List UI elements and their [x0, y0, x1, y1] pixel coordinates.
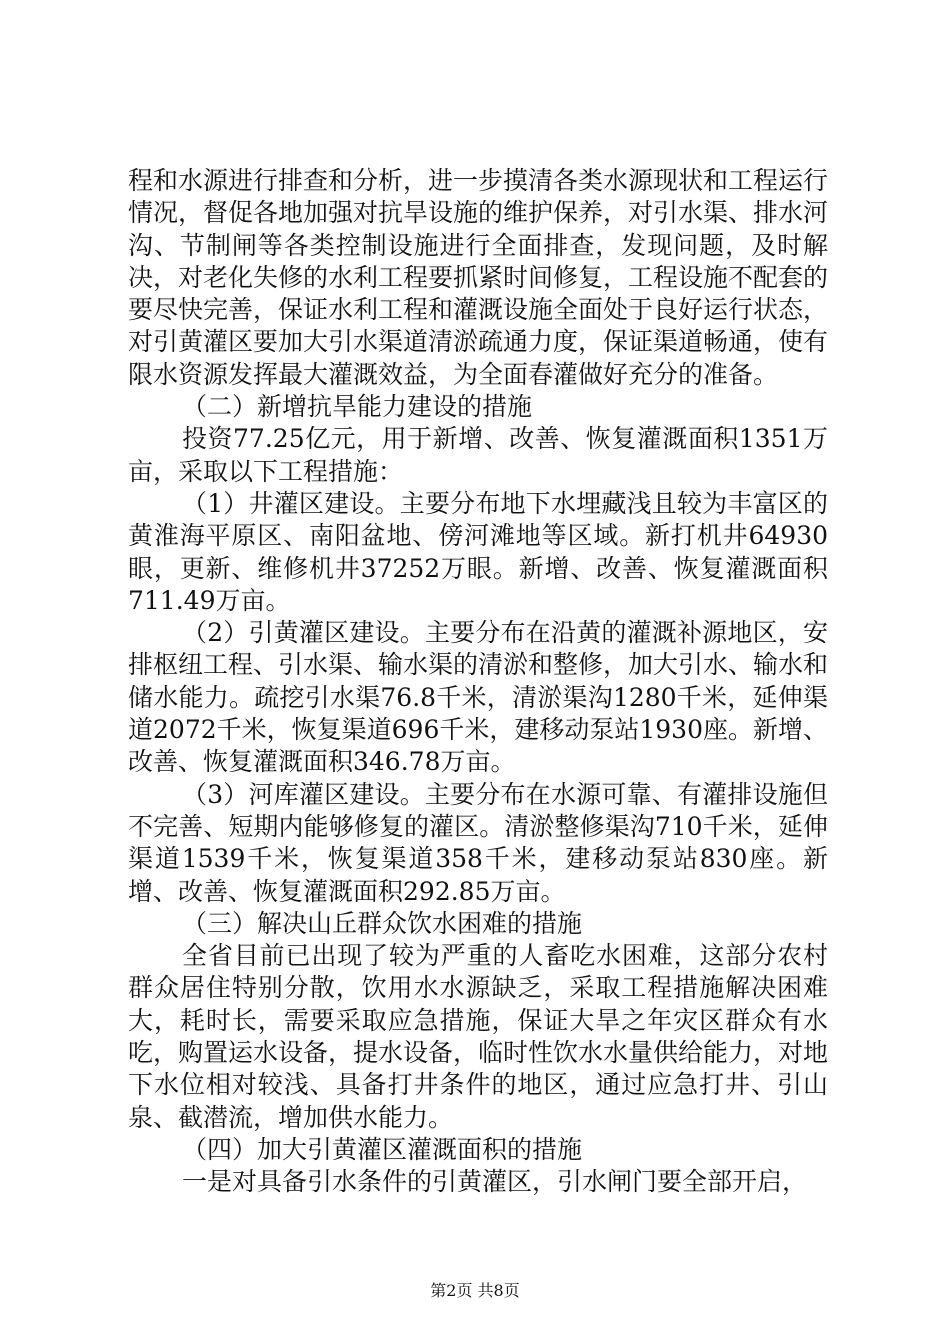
paragraph-continuation: 程和水源进行排查和分析，进一步摸清各类水源现状和工程运行情况，督促各地加强对抗旱设施的维护保养，对引水渠、排水河沟、节制闸等各类控制设施进行全面排查，发现问题，及时解决，对老化失修的水利工程要抓紧时间修复，工程设施不配套的要尽快完善，保证水利工程和灌溉设施全面处于良好运行状态，对引黄灌区要加大引水渠道清淤疏通力度，保证渠道畅通，使有限水资源发挥最大灌溉效益，为全面春灌做好充分的准备。	[128, 166, 829, 389]
paragraph-investment: 投资77.25亿元，用于新增、改善、恢复灌溉面积1351万亩，采取以下工程措施：	[128, 424, 828, 486]
section-heading-4: （四）加大引黄灌区灌溉面积的措施	[182, 1134, 583, 1164]
page-footer: 第2页 共8页	[430, 1281, 520, 1300]
paragraph-diversion-gates: 一是对具备引水条件的引黄灌区，引水闸门要全部开启，	[182, 1167, 808, 1197]
paragraph-well-irrigation: （1）井灌区建设。主要分布地下水埋藏浅且较为丰富区的黄淮海平原区、南阳盆地、傍河滩地等区域。新打机井64930眼，更新、维修机井37252万眼。新增、改善、恢复灌溉面积711.49万亩。	[128, 488, 828, 615]
paragraph-yellow-river-irrigation: （2）引黄灌区建设。主要分布在沿黄的灌溉补源地区，安排枢纽工程、引水渠、输水渠的清淤和整修，加大引水、输水和储水能力。疏挖引水渠76.8千米，清淤渠沟1280千米，延伸渠道2072千米，恢复渠道696千米，建移动泵站1930座。新增、改善、恢复灌溉面积346.78万亩。	[128, 618, 829, 777]
section-heading-3: （三）解决山丘群众饮水困难的措施	[182, 908, 583, 938]
paragraph-drinking-water: 全省目前已出现了较为严重的人畜吃水困难，这部分农村群众居住特别分散，饮用水水源缺乏，采取工程措施解决困难大，耗时长，需要采取应急措施，保证大旱之年灾区群众有水吃，购置运水设备，提水设备，临时性饮水水量供给能力，对地下水位相对较浅、具备打井条件的地区，通过应急打井、引山泉、截潜流，增加供水能力。	[128, 941, 829, 1132]
paragraph-river-reservoir-irrigation: （3）河库灌区建设。主要分布在水源可靠、有灌排设施但不完善、短期内能够修复的灌区。清淤整修渠沟710千米，延伸渠道1539千米，恢复渠道358千米，建移动泵站830座。新增、改善、恢复灌溉面积292.85万亩。	[128, 779, 828, 906]
body-text	[128, 165, 828, 1199]
section-heading-2: （二）新增抗旱能力建设的措施	[182, 392, 533, 422]
